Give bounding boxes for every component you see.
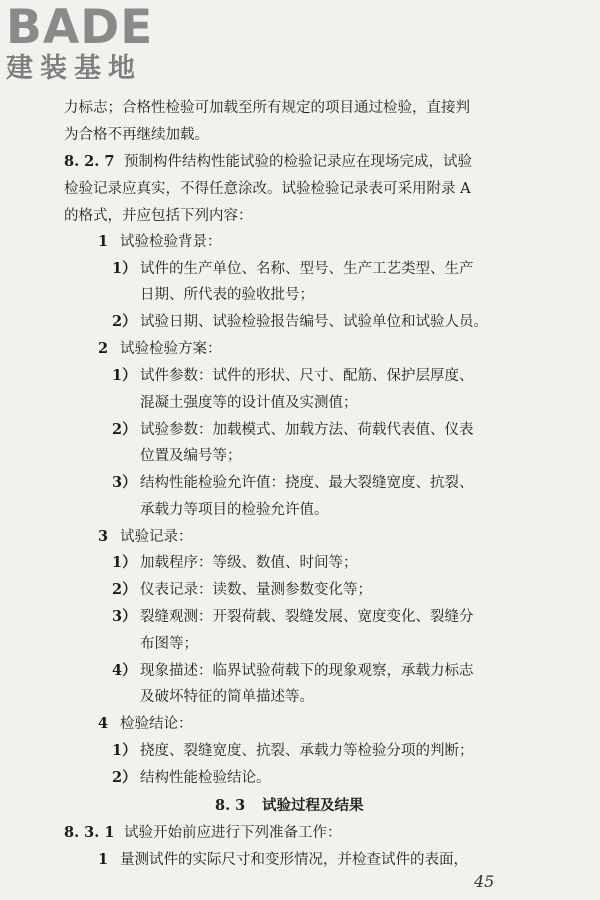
item-number: 1 [98, 233, 109, 250]
text-line: 预制构件结构性能试验的检验记录应在现场完成，试验 [124, 154, 472, 170]
text-line: 承载力等项目的检验允许值。 [140, 502, 329, 518]
text-line: 检验记录应真实，不得任意涂改。试验检验记录表可采用附录 A [64, 181, 471, 197]
item-heading: 试验检验方案： [120, 341, 222, 357]
section-number: 8. 3 [215, 797, 246, 814]
text-line: 加载程序：等级、数值、时间等； [140, 555, 358, 571]
section-title: 试验过程及结果 [262, 797, 364, 814]
subitem-number: 1） [112, 367, 137, 384]
subitem-number: 2） [112, 581, 137, 598]
logo-chinese-text: 建装基地 [6, 53, 142, 84]
item-heading: 试验检验背景： [120, 234, 222, 250]
text-line: 试验开始前应进行下列准备工作： [124, 825, 342, 841]
page-number: 45 [474, 872, 495, 891]
item-number: 4 [98, 715, 109, 732]
text-line: 量测试件的实际尺寸和变形情况，并检查试件的表面， [120, 852, 468, 868]
text-line: 挠度、裂缝宽度、抗裂、承载力等检验分项的判断； [140, 743, 474, 759]
text-line: 试件参数：试件的形状、尺寸、配筋、保护层厚度、 [140, 368, 474, 384]
logo-wordmark: BADE [6, 0, 154, 55]
subitem-number: 2） [112, 769, 137, 786]
item-heading: 检验结论： [120, 716, 193, 732]
clause-number: 8. 3. 1 [64, 824, 115, 841]
text-line: 为合格不再继续加载。 [64, 127, 209, 143]
subitem-number: 1） [112, 260, 137, 277]
text-line: 布图等； [140, 636, 198, 652]
text-line: 试验日期、试验检验报告编号、试验单位和试验人员。 [140, 314, 488, 330]
subitem-number: 2） [112, 313, 137, 330]
text-line: 试件的生产单位、名称、型号、生产工艺类型、生产 [140, 261, 474, 277]
item-number: 1 [98, 851, 109, 868]
text-line: 的格式，并应包括下列内容： [64, 208, 253, 224]
text-line: 及破坏特征的简单描述等。 [140, 689, 314, 705]
clause-number: 8. 2. 7 [64, 153, 115, 170]
text-line: 试验参数：加载模式、加载方法、荷载代表值、仪表 [140, 422, 474, 438]
subitem-number: 2） [112, 421, 137, 438]
text-line: 结构性能检验允许值：挠度、最大裂缝宽度、抗裂、 [140, 475, 474, 491]
text-line: 位置及编号等； [140, 448, 242, 464]
item-number: 2 [98, 340, 109, 357]
subitem-number: 1） [112, 554, 137, 571]
item-number: 3 [98, 528, 109, 545]
subitem-number: 3） [112, 474, 137, 491]
text-line: 结构性能检验结论。 [140, 770, 271, 786]
text-line: 裂缝观测：开裂荷载、裂缝发展、宽度变化、裂缝分 [140, 609, 474, 625]
text-line: 日期、所代表的验收批号； [140, 287, 314, 303]
bade-logo [6, 0, 186, 84]
text-line: 力标志；合格性检验可加载至所有规定的项目通过检验，直接判 [64, 100, 470, 116]
text-line: 仪表记录：读数、量测参数变化等； [140, 582, 372, 598]
text-line: 现象描述：临界试验荷载下的现象观察，承载力标志 [140, 663, 474, 679]
text-line: 混凝土强度等的设计值及实测值； [140, 395, 358, 411]
subitem-number: 1） [112, 742, 137, 759]
subitem-number: 4） [112, 662, 137, 679]
item-heading: 试验记录： [120, 529, 193, 545]
subitem-number: 3） [112, 608, 137, 625]
